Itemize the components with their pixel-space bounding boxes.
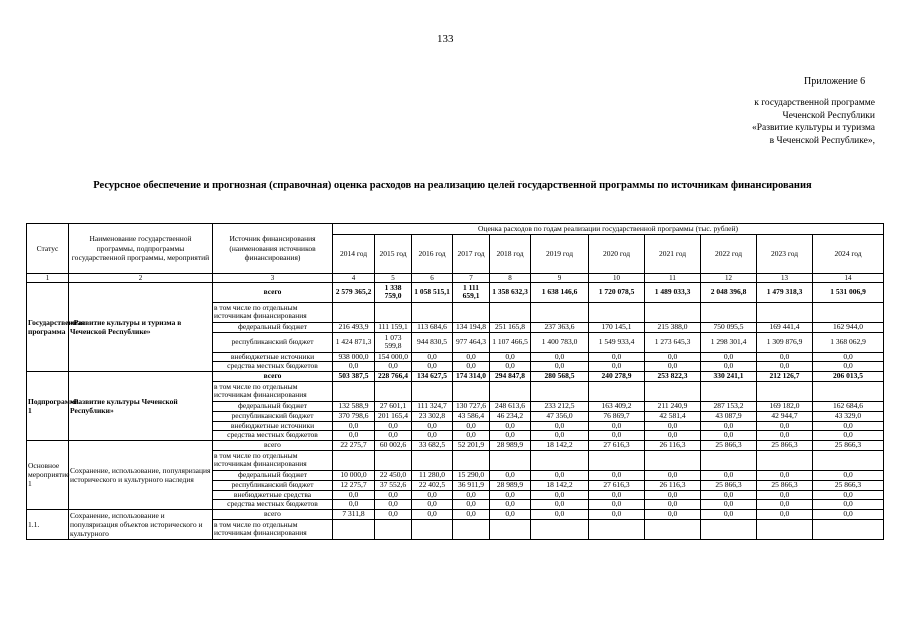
value-cell: 26 116,3 <box>645 440 701 450</box>
row-name: «Развитие культуры и туризма в Чеченской Республике» <box>69 282 213 371</box>
value-cell: 76 869,7 <box>589 411 645 421</box>
value-cell: 201 165,4 <box>375 411 412 421</box>
value-cell: 1 273 645,3 <box>645 332 701 352</box>
empty-cell <box>490 381 531 401</box>
value-cell: 0,0 <box>531 509 589 519</box>
empty-cell <box>375 381 412 401</box>
year-header: 2023 год <box>757 234 813 273</box>
value-cell: 22 402,5 <box>412 480 453 490</box>
empty-cell <box>490 302 531 322</box>
source-cell: средства местных бюджетов <box>213 431 333 441</box>
empty-cell <box>645 450 701 470</box>
column-number: 3 <box>213 273 333 282</box>
value-cell: 0,0 <box>757 362 813 372</box>
value-cell: 37 552,6 <box>375 480 412 490</box>
value-cell: 42 581,4 <box>645 411 701 421</box>
value-cell: 0,0 <box>490 470 531 480</box>
appendix-line: Чеченской Республики <box>782 110 875 121</box>
value-cell: 294 847,8 <box>490 371 531 381</box>
value-cell: 1 058 515,1 <box>412 282 453 302</box>
empty-cell <box>375 519 412 539</box>
value-cell: 27 616,3 <box>589 440 645 450</box>
value-cell: 25 866,3 <box>813 480 884 490</box>
column-number: 14 <box>813 273 884 282</box>
year-header: 2021 год <box>645 234 701 273</box>
value-cell: 1 479 318,3 <box>757 282 813 302</box>
source-cell: внебюджетные источники <box>213 352 333 362</box>
appendix-line: «Развитие культуры и туризма <box>751 123 875 133</box>
source-cell: в том числе по отдельным источникам финансирования <box>213 519 333 539</box>
value-cell: 1 489 033,3 <box>645 282 701 302</box>
value-cell: 0,0 <box>490 431 531 441</box>
value-cell: 0,0 <box>589 431 645 441</box>
value-cell: 0,0 <box>701 509 757 519</box>
value-cell: 0,0 <box>453 431 490 441</box>
source-cell: республиканский бюджет <box>213 480 333 490</box>
year-header: 2019 год <box>531 234 589 273</box>
value-cell: 0,0 <box>412 431 453 441</box>
value-cell: 251 165,8 <box>490 322 531 332</box>
value-cell: 0,0 <box>531 470 589 480</box>
value-cell: 0,0 <box>412 352 453 362</box>
empty-cell <box>412 450 453 470</box>
value-cell: 0,0 <box>490 352 531 362</box>
value-cell: 0,0 <box>645 362 701 372</box>
value-cell: 27 601,1 <box>375 401 412 411</box>
value-cell: 0,0 <box>531 431 589 441</box>
value-cell: 248 613,6 <box>490 401 531 411</box>
value-cell: 0,0 <box>375 431 412 441</box>
value-cell: 43 087,9 <box>701 411 757 421</box>
value-cell: 0,0 <box>757 431 813 441</box>
empty-cell <box>531 381 589 401</box>
source-cell: федеральный бюджет <box>213 470 333 480</box>
column-number: 8 <box>490 273 531 282</box>
value-cell: 162 684,6 <box>813 401 884 411</box>
value-cell: 174 314,0 <box>453 371 490 381</box>
row-status: Основное мероприятие 1 <box>27 440 69 509</box>
source-cell: средства местных бюджетов <box>213 500 333 510</box>
table-row <box>27 509 884 519</box>
source-cell: всего <box>213 371 333 381</box>
column-number: 4 <box>333 273 375 282</box>
value-cell: 0,0 <box>813 500 884 510</box>
empty-cell <box>453 519 490 539</box>
empty-cell <box>490 519 531 539</box>
value-cell: 0,0 <box>453 421 490 431</box>
value-cell: 154 000,0 <box>375 352 412 362</box>
value-cell: 1 720 078,5 <box>589 282 645 302</box>
empty-cell <box>333 302 375 322</box>
value-cell: 0,0 <box>813 421 884 431</box>
value-cell: 0,0 <box>589 362 645 372</box>
value-cell: 0,0 <box>813 509 884 519</box>
year-header: 2022 год <box>701 234 757 273</box>
value-cell: 0,0 <box>453 500 490 510</box>
value-cell: 46 234,2 <box>490 411 531 421</box>
empty-cell <box>490 450 531 470</box>
value-cell: 22 450,0 <box>375 470 412 480</box>
value-cell: 25 866,3 <box>701 480 757 490</box>
empty-cell <box>757 381 813 401</box>
value-cell: 7 311,8 <box>333 509 375 519</box>
row-status: 1.1. <box>27 509 69 539</box>
value-cell: 0,0 <box>375 421 412 431</box>
value-cell: 1 638 146,6 <box>531 282 589 302</box>
empty-cell <box>531 519 589 539</box>
source-cell: внебюджетные средства <box>213 490 333 500</box>
header-name: Наименование государственной программы, подпрограммы государственной программы, мероприятий <box>69 224 213 274</box>
table-row <box>27 282 884 302</box>
value-cell: 0,0 <box>412 500 453 510</box>
header-source: Источник финансирования (наименования источников финансирования) <box>213 224 333 274</box>
value-cell: 1 358 632,3 <box>490 282 531 302</box>
value-cell: 0,0 <box>490 490 531 500</box>
value-cell: 240 278,9 <box>589 371 645 381</box>
value-cell: 280 568,5 <box>531 371 589 381</box>
empty-cell <box>589 302 645 322</box>
value-cell: 0,0 <box>701 362 757 372</box>
appendix-reference <box>752 97 875 147</box>
value-cell: 130 727,6 <box>453 401 490 411</box>
value-cell: 0,0 <box>813 431 884 441</box>
value-cell: 25 866,3 <box>813 440 884 450</box>
value-cell: 1 549 933,4 <box>589 332 645 352</box>
empty-cell <box>813 519 884 539</box>
appendix-label: Приложение 6 <box>804 76 866 87</box>
value-cell: 212 126,7 <box>757 371 813 381</box>
value-cell: 1 424 871,3 <box>333 332 375 352</box>
value-cell: 0,0 <box>589 470 645 480</box>
row-name: «Развитие культуры Чеченской Республики» <box>69 371 213 440</box>
value-cell: 503 387,5 <box>333 371 375 381</box>
column-number: 1 <box>27 273 69 282</box>
value-cell: 0,0 <box>412 421 453 431</box>
source-cell: республиканский бюджет <box>213 332 333 352</box>
value-cell: 170 145,1 <box>589 322 645 332</box>
source-cell: в том числе по отдельным источникам финансирования <box>213 302 333 322</box>
value-cell: 0,0 <box>701 352 757 362</box>
header-estimate: Оценка расходов по годам реализации государственной программы (тыс. рублей) <box>333 224 884 235</box>
column-number: 11 <box>645 273 701 282</box>
empty-cell <box>589 381 645 401</box>
source-cell: федеральный бюджет <box>213 401 333 411</box>
value-cell: 0,0 <box>589 352 645 362</box>
value-cell: 25 866,3 <box>757 480 813 490</box>
row-name: Сохранение, использование и популяризация объектов исторического и культурного <box>69 509 213 539</box>
empty-cell <box>645 302 701 322</box>
value-cell: 0,0 <box>375 362 412 372</box>
empty-cell <box>701 519 757 539</box>
value-cell: 0,0 <box>701 500 757 510</box>
column-number: 10 <box>589 273 645 282</box>
value-cell: 113 684,6 <box>412 322 453 332</box>
value-cell: 0,0 <box>589 509 645 519</box>
column-number: 7 <box>453 273 490 282</box>
value-cell: 0,0 <box>645 509 701 519</box>
value-cell: 60 002,6 <box>375 440 412 450</box>
value-cell: 26 116,3 <box>645 480 701 490</box>
value-cell: 0,0 <box>531 500 589 510</box>
value-cell: 211 240,9 <box>645 401 701 411</box>
value-cell: 0,0 <box>531 421 589 431</box>
column-number: 9 <box>531 273 589 282</box>
empty-cell <box>757 302 813 322</box>
value-cell: 0,0 <box>412 509 453 519</box>
appendix-line: к государственной программе <box>754 98 875 108</box>
value-cell: 0,0 <box>645 421 701 431</box>
value-cell: 28 989,9 <box>490 480 531 490</box>
value-cell: 1 107 466,5 <box>490 332 531 352</box>
source-cell: в том числе по отдельным источникам финансирования <box>213 450 333 470</box>
value-cell: 938 000,0 <box>333 352 375 362</box>
empty-cell <box>531 450 589 470</box>
value-cell: 43 586,4 <box>453 411 490 421</box>
value-cell: 1 111 659,1 <box>453 282 490 302</box>
source-cell: федеральный бюджет <box>213 322 333 332</box>
value-cell: 330 241,1 <box>701 371 757 381</box>
value-cell: 0,0 <box>645 470 701 480</box>
empty-cell <box>333 519 375 539</box>
empty-cell <box>645 381 701 401</box>
empty-cell <box>813 302 884 322</box>
source-cell: всего <box>213 282 333 302</box>
table-body <box>27 282 884 539</box>
empty-cell <box>412 302 453 322</box>
value-cell: 163 409,2 <box>589 401 645 411</box>
value-cell: 0,0 <box>333 431 375 441</box>
year-header: 2014 год <box>333 234 375 273</box>
value-cell: 0,0 <box>412 362 453 372</box>
value-cell: 228 766,4 <box>375 371 412 381</box>
value-cell: 0,0 <box>333 362 375 372</box>
value-cell: 2 048 396,8 <box>701 282 757 302</box>
value-cell: 1 338 759,0 <box>375 282 412 302</box>
value-cell: 253 822,3 <box>645 371 701 381</box>
value-cell: 134 627,5 <box>412 371 453 381</box>
value-cell: 0,0 <box>375 500 412 510</box>
value-cell: 237 363,6 <box>531 322 589 332</box>
year-header: 2020 год <box>589 234 645 273</box>
column-number: 6 <box>412 273 453 282</box>
empty-cell <box>412 519 453 539</box>
value-cell: 1 531 006,9 <box>813 282 884 302</box>
value-cell: 1 368 062,9 <box>813 332 884 352</box>
value-cell: 25 866,3 <box>757 440 813 450</box>
table-row <box>27 371 884 381</box>
value-cell: 25 866,3 <box>701 440 757 450</box>
value-cell: 287 153,2 <box>701 401 757 411</box>
value-cell: 370 798,6 <box>333 411 375 421</box>
value-cell: 0,0 <box>645 352 701 362</box>
empty-cell <box>701 450 757 470</box>
value-cell: 0,0 <box>531 362 589 372</box>
value-cell: 0,0 <box>589 490 645 500</box>
value-cell: 47 356,0 <box>531 411 589 421</box>
page-number: 133 <box>437 33 454 45</box>
value-cell: 28 989,9 <box>490 440 531 450</box>
column-number: 2 <box>69 273 213 282</box>
table-row <box>27 440 884 450</box>
value-cell: 0,0 <box>645 431 701 441</box>
empty-cell <box>589 450 645 470</box>
value-cell: 1 073 599,8 <box>375 332 412 352</box>
value-cell: 0,0 <box>333 490 375 500</box>
value-cell: 134 194,8 <box>453 322 490 332</box>
value-cell: 0,0 <box>453 362 490 372</box>
value-cell: 10 000,0 <box>333 470 375 480</box>
value-cell: 111 159,1 <box>375 322 412 332</box>
header-status: Статус <box>27 224 69 274</box>
value-cell: 15 290,0 <box>453 470 490 480</box>
value-cell: 0,0 <box>375 509 412 519</box>
value-cell: 0,0 <box>757 490 813 500</box>
value-cell: 2 579 365,2 <box>333 282 375 302</box>
value-cell: 0,0 <box>701 431 757 441</box>
document-title: Ресурсное обеспечение и прогнозная (справочная) оценка расходов на реализацию целей государственной программы по источникам финансирования <box>93 180 812 191</box>
empty-cell <box>531 302 589 322</box>
value-cell: 33 682,5 <box>412 440 453 450</box>
source-cell: всего <box>213 509 333 519</box>
row-status: Подпрограмма 1 <box>27 371 69 440</box>
value-cell: 0,0 <box>589 421 645 431</box>
column-number: 12 <box>701 273 757 282</box>
value-cell: 0,0 <box>813 490 884 500</box>
value-cell: 0,0 <box>757 421 813 431</box>
empty-cell <box>813 450 884 470</box>
value-cell: 0,0 <box>589 500 645 510</box>
value-cell: 0,0 <box>490 362 531 372</box>
appendix-line: в Чеченской Республике», <box>769 135 875 146</box>
budget-table <box>26 223 884 540</box>
value-cell: 36 911,9 <box>453 480 490 490</box>
year-header: 2015 год <box>375 234 412 273</box>
value-cell: 0,0 <box>757 500 813 510</box>
value-cell: 42 944,7 <box>757 411 813 421</box>
year-header: 2016 год <box>412 234 453 273</box>
value-cell: 0,0 <box>813 352 884 362</box>
column-number: 13 <box>757 273 813 282</box>
empty-cell <box>757 450 813 470</box>
value-cell: 0,0 <box>333 500 375 510</box>
value-cell: 0,0 <box>531 352 589 362</box>
value-cell: 52 201,9 <box>453 440 490 450</box>
value-cell: 11 280,0 <box>412 470 453 480</box>
empty-cell <box>645 519 701 539</box>
value-cell: 162 944,0 <box>813 322 884 332</box>
value-cell: 169 182,0 <box>757 401 813 411</box>
empty-cell <box>701 302 757 322</box>
value-cell: 0,0 <box>813 362 884 372</box>
value-cell: 233 212,5 <box>531 401 589 411</box>
value-cell: 0,0 <box>333 421 375 431</box>
year-header: 2017 год <box>453 234 490 273</box>
row-status: Государственная программа <box>27 282 69 371</box>
value-cell: 750 095,5 <box>701 322 757 332</box>
source-cell: республиканский бюджет <box>213 411 333 421</box>
value-cell: 0,0 <box>490 500 531 510</box>
value-cell: 18 142,2 <box>531 480 589 490</box>
empty-cell <box>453 302 490 322</box>
value-cell: 206 013,5 <box>813 371 884 381</box>
empty-cell <box>412 381 453 401</box>
empty-cell <box>333 450 375 470</box>
value-cell: 0,0 <box>757 352 813 362</box>
empty-cell <box>453 381 490 401</box>
value-cell: 27 616,3 <box>589 480 645 490</box>
row-name: Сохранение, использование, популяризация исторического и культурного наследия <box>69 440 213 509</box>
value-cell: 43 329,0 <box>813 411 884 421</box>
value-cell: 0,0 <box>453 509 490 519</box>
value-cell: 0,0 <box>490 509 531 519</box>
value-cell: 0,0 <box>531 490 589 500</box>
value-cell: 0,0 <box>757 470 813 480</box>
value-cell: 0,0 <box>645 500 701 510</box>
value-cell: 22 275,7 <box>333 440 375 450</box>
value-cell: 0,0 <box>453 490 490 500</box>
value-cell: 0,0 <box>412 490 453 500</box>
column-number: 5 <box>375 273 412 282</box>
empty-cell <box>453 450 490 470</box>
empty-cell <box>375 450 412 470</box>
value-cell: 111 324,7 <box>412 401 453 411</box>
value-cell: 215 388,0 <box>645 322 701 332</box>
year-header: 2024 год <box>813 234 884 273</box>
value-cell: 0,0 <box>701 490 757 500</box>
source-cell: внебюджетные источники <box>213 421 333 431</box>
value-cell: 169 441,4 <box>757 322 813 332</box>
value-cell: 0,0 <box>701 470 757 480</box>
value-cell: 0,0 <box>375 490 412 500</box>
value-cell: 1 309 876,9 <box>757 332 813 352</box>
value-cell: 18 142,2 <box>531 440 589 450</box>
empty-cell <box>589 519 645 539</box>
value-cell: 0,0 <box>645 490 701 500</box>
value-cell: 0,0 <box>813 470 884 480</box>
value-cell: 944 830,5 <box>412 332 453 352</box>
value-cell: 0,0 <box>701 421 757 431</box>
value-cell: 23 302,8 <box>412 411 453 421</box>
source-cell: в том числе по отдельным источникам финансирования <box>213 381 333 401</box>
value-cell: 0,0 <box>453 352 490 362</box>
value-cell: 977 464,3 <box>453 332 490 352</box>
source-cell: средства местных бюджетов <box>213 362 333 372</box>
value-cell: 216 493,9 <box>333 322 375 332</box>
value-cell: 1 298 301,4 <box>701 332 757 352</box>
empty-cell <box>813 381 884 401</box>
empty-cell <box>757 519 813 539</box>
value-cell: 0,0 <box>490 421 531 431</box>
value-cell: 12 275,7 <box>333 480 375 490</box>
value-cell: 132 588,9 <box>333 401 375 411</box>
value-cell: 1 400 783,0 <box>531 332 589 352</box>
source-cell: всего <box>213 440 333 450</box>
year-header: 2018 год <box>490 234 531 273</box>
empty-cell <box>375 302 412 322</box>
empty-cell <box>333 381 375 401</box>
empty-cell <box>701 381 757 401</box>
value-cell: 0,0 <box>757 509 813 519</box>
